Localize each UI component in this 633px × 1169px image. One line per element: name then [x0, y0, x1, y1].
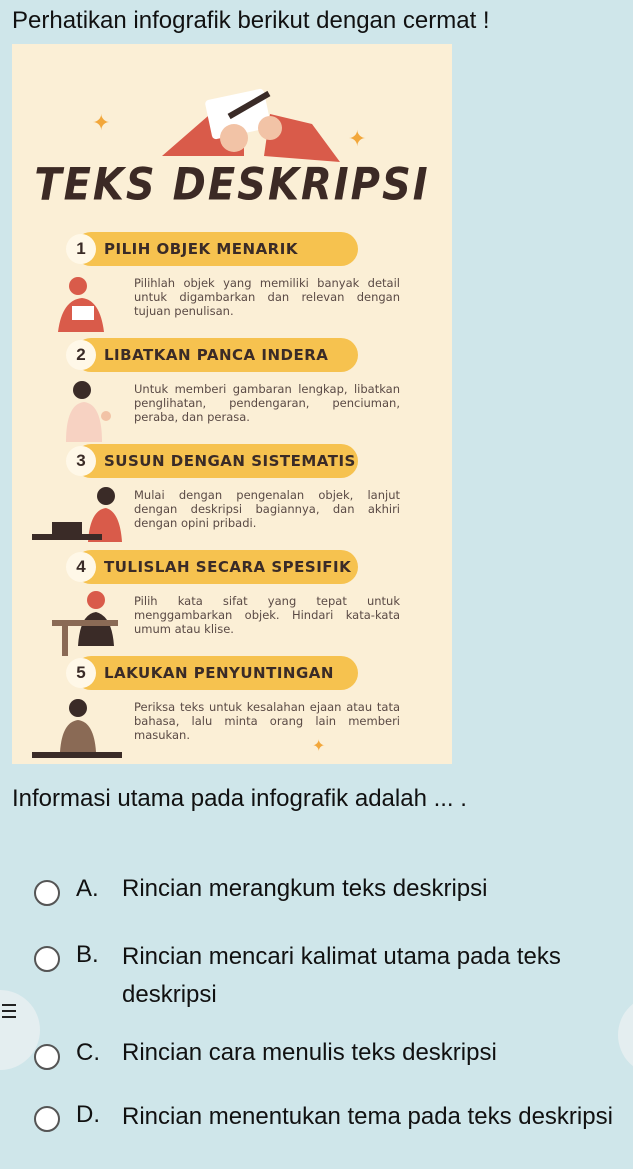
radio-button[interactable] — [34, 1106, 60, 1132]
step-label: LIBATKAN PANCA INDERA — [104, 346, 329, 364]
step-pill — [74, 338, 358, 372]
infographic-title: TEKS DESKRIPSI — [34, 159, 430, 211]
option-a[interactable] — [34, 872, 629, 906]
step-description: Mulai dengan pengenalan objek, lanjut dengan deskripsi bagiannya, dan akhiri dengan opini pribadi. — [134, 488, 400, 530]
radio-button[interactable] — [34, 946, 60, 972]
woman-reading-illustration — [32, 270, 132, 340]
step-label: TULISLAH SECARA SPESIFIK — [104, 558, 352, 576]
option-letter: D. — [76, 1101, 100, 1128]
step-number: 4 — [66, 552, 96, 582]
step-number: 3 — [66, 446, 96, 476]
option-b[interactable] — [34, 938, 629, 1014]
option-c[interactable] — [34, 1036, 629, 1070]
step-4 — [12, 550, 452, 654]
step-number: 1 — [66, 234, 96, 264]
step-label: LAKUKAN PENYUNTINGAN — [104, 664, 334, 682]
woman-writing-illustration — [32, 482, 132, 552]
radio-button[interactable] — [34, 1044, 60, 1070]
woman-sensing-illustration — [32, 376, 132, 446]
question-title: Perhatikan infografik berikut dengan cermat ! — [12, 7, 490, 34]
option-letter: B. — [76, 941, 99, 968]
sparkle-icon: ✦ — [312, 738, 326, 755]
option-d[interactable] — [34, 1098, 629, 1136]
sparkle-icon: ✦ — [92, 110, 111, 135]
step-pill — [74, 444, 358, 478]
question-prompt: Informasi utama pada infografik adalah ... . — [12, 785, 467, 812]
step-3 — [12, 444, 452, 548]
radio-button[interactable] — [34, 880, 60, 906]
step-description: Untuk memberi gambaran lengkap, libatkan penglihatan, pendengaran, penciuman, peraba, dan perasa. — [134, 382, 400, 424]
step-1 — [12, 232, 452, 336]
woman-at-desk-illustration — [32, 588, 132, 658]
option-letter: A. — [76, 875, 99, 902]
menu-icon[interactable] — [2, 1004, 16, 1022]
step-pill — [74, 550, 358, 584]
step-pill — [74, 232, 358, 266]
infographic-image — [12, 44, 452, 764]
option-letter: C. — [76, 1039, 100, 1066]
step-description: Periksa teks untuk kesalahan ejaan atau tata bahasa, lalu minta orang lain memberi masukan. — [134, 700, 400, 742]
step-5 — [12, 656, 452, 760]
step-label: SUSUN DENGAN SISTEMATIS — [104, 452, 356, 470]
writing-hands-illustration — [12, 44, 452, 174]
option-text: Rincian mencari kalimat utama pada teks deskripsi — [122, 943, 561, 1008]
step-description: Pilihlah objek yang memiliki banyak detail untuk digambarkan dan relevan dengan tujuan penulisan. — [134, 276, 400, 318]
option-text: Rincian cara menulis teks deskripsi — [122, 1039, 497, 1066]
infographic-header — [12, 44, 452, 259]
sparkle-icon: ✦ — [348, 126, 367, 151]
step-description: Pilih kata sifat yang tepat untuk menggambarkan objek. Hindari kata-kata umum atau klise. — [134, 594, 400, 636]
step-number: 5 — [66, 658, 96, 688]
option-text: Rincian merangkum teks deskripsi — [122, 875, 488, 902]
woman-editing-illustration — [32, 694, 132, 764]
step-number: 2 — [66, 340, 96, 370]
step-label: PILIH OBJEK MENARIK — [104, 240, 298, 258]
step-pill — [74, 656, 358, 690]
option-text: Rincian menentukan tema pada teks deskripsi — [122, 1103, 613, 1130]
step-2 — [12, 338, 452, 442]
